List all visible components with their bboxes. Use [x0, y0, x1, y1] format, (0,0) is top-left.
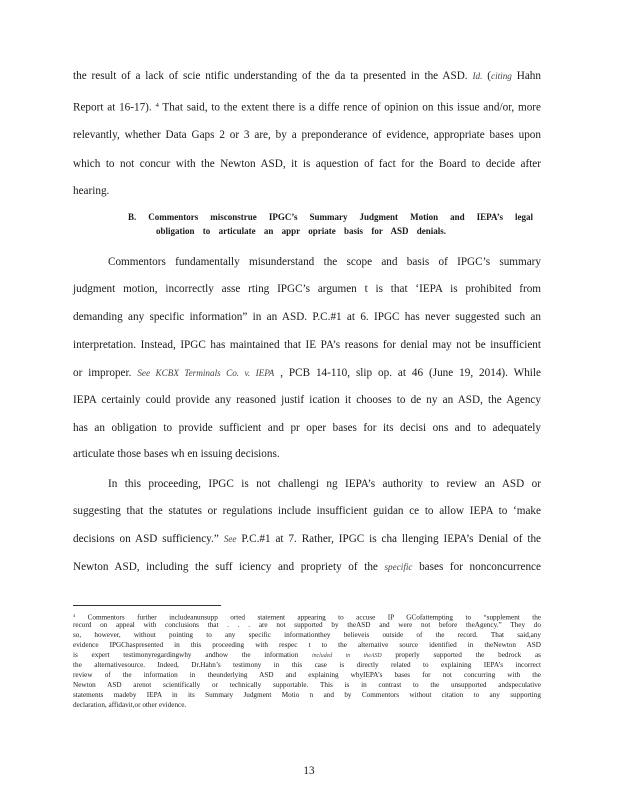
body-line: In this proceeding, IPGC is not challengi ng IEPA’s authority to review an ASD or	[108, 478, 541, 490]
body-line: the result of a lack of scie ntific understanding of the da ta presented in the ASD. Id. (citing Hahn	[73, 70, 541, 82]
italic-citation: specific	[384, 562, 413, 572]
section-heading-continued: obligation to articulate an appr opriate basis for ASD denials.	[156, 226, 446, 236]
footnote-line: the alternativesource. Indeed, Dr.Hahn’s testimony in this case is directly related to explaining IEPA’s incorrect	[73, 661, 541, 669]
italic-citation: citing	[491, 71, 512, 81]
footnote-separator	[73, 605, 221, 606]
body-line: or improper. See KCBX Terminals Co. v. IEPA , PCB 14-110, slip op. at 46 (June 19, 2014). While	[73, 367, 541, 379]
footnote-line: declaration, affidavit,or other evidence.	[73, 701, 187, 709]
body-line: demanding any specific information” in an ASD. P.C.#1 at 6. IPGC has never suggested such an	[73, 311, 541, 323]
footnote-line: so, however, without pointing to any specific informationthey believeis outside of the record. That said,any	[73, 631, 541, 639]
footnote-line: Newton ASD arenot scientifically or technically supportable. This is in contrast to the unsupported andspeculative	[73, 681, 541, 689]
body-line: hearing.	[73, 185, 110, 197]
footnote-line: is expert testimonyregardingwhy andhow the information included in theASD properly supported the bedrock as	[73, 651, 541, 659]
italic-citation: See	[223, 534, 237, 544]
page-number: 13	[303, 765, 315, 777]
footnote-line: record on appeal with conclusions that . . . are not supported by theASD and were not before theAgency.” They do	[73, 621, 541, 629]
body-line: Report at 16-17). $^4$ That said, to the extent there is a diffe rence of opinion on this issue and/or, more	[73, 101, 542, 114]
body-line: decisions on ASD sufficiency.” See P.C.#1 at 7. Rather, IPGC is cha llenging IEPA’s Denial of the	[73, 533, 542, 545]
body-line: articulate those bases wh en issuing decisions.	[73, 448, 280, 460]
footnote-line: $^4$ Commentors further includeanunsupp orted statement appearing to accuse IP GCofattempting to “supplement the	[73, 613, 541, 622]
footnote-line: statements madeby IEPA in its Summary Judgment Motio n and by Commentors without citation to any supporting	[73, 691, 541, 699]
body-line: suggesting that the statutes or regulations include insufficient guidan ce to allow IEPA to ‘make	[73, 505, 541, 517]
body-line: IEPA certainly could provide any reasoned justif ication it chooses to de ny an ASD, the Agency	[73, 394, 541, 406]
body-line: judgment motion, incorrectly asse rting IPGC’s argumen t is that ‘IEPA is prohibited from	[73, 283, 541, 295]
body-line: Commentors fundamentally misunderstand the scope and basis of IPGC’s summary	[108, 256, 541, 268]
body-line: interpretation. Instead, IPGC has maintained that IE PA’s reasons for denial may not be insufficient	[73, 339, 541, 351]
body-line: relevantly, whether Data Gaps 2 or 3 are, by a preponderance of evidence, appropriate bases upon	[73, 129, 541, 141]
footnote-marker: 4	[73, 613, 76, 618]
italic-citation: Id.	[472, 71, 483, 81]
footnote-line: evidence IPGChaspresented in this proceeding with respec t to the alternative source identified in theNewton ASD	[73, 641, 541, 649]
body-line: which to not concur with the Newton ASD, it is aquestion of fact for the Board to decide after	[73, 158, 541, 170]
body-line: Newton ASD, including the suff iciency and propriety of the specific bases for nonconcurrence	[73, 561, 541, 573]
footnote-line: review of the information in theunderlying ASD and explaining whyIEPA’s bases for not concurring with the	[73, 671, 541, 679]
footnote-marker: 4	[155, 102, 159, 109]
section-heading: B. Commentors misconstrue IPGC’s Summary Judgment Motion and IEPA’s legal	[128, 212, 533, 222]
italic-citation: See KCBX Terminals Co. v. IEPA	[137, 368, 275, 378]
italic-citation: included in theASD	[311, 653, 382, 659]
body-line: has an obligation to provide sufficient and pr oper bases for its decisi ons and to adequately	[73, 422, 541, 434]
